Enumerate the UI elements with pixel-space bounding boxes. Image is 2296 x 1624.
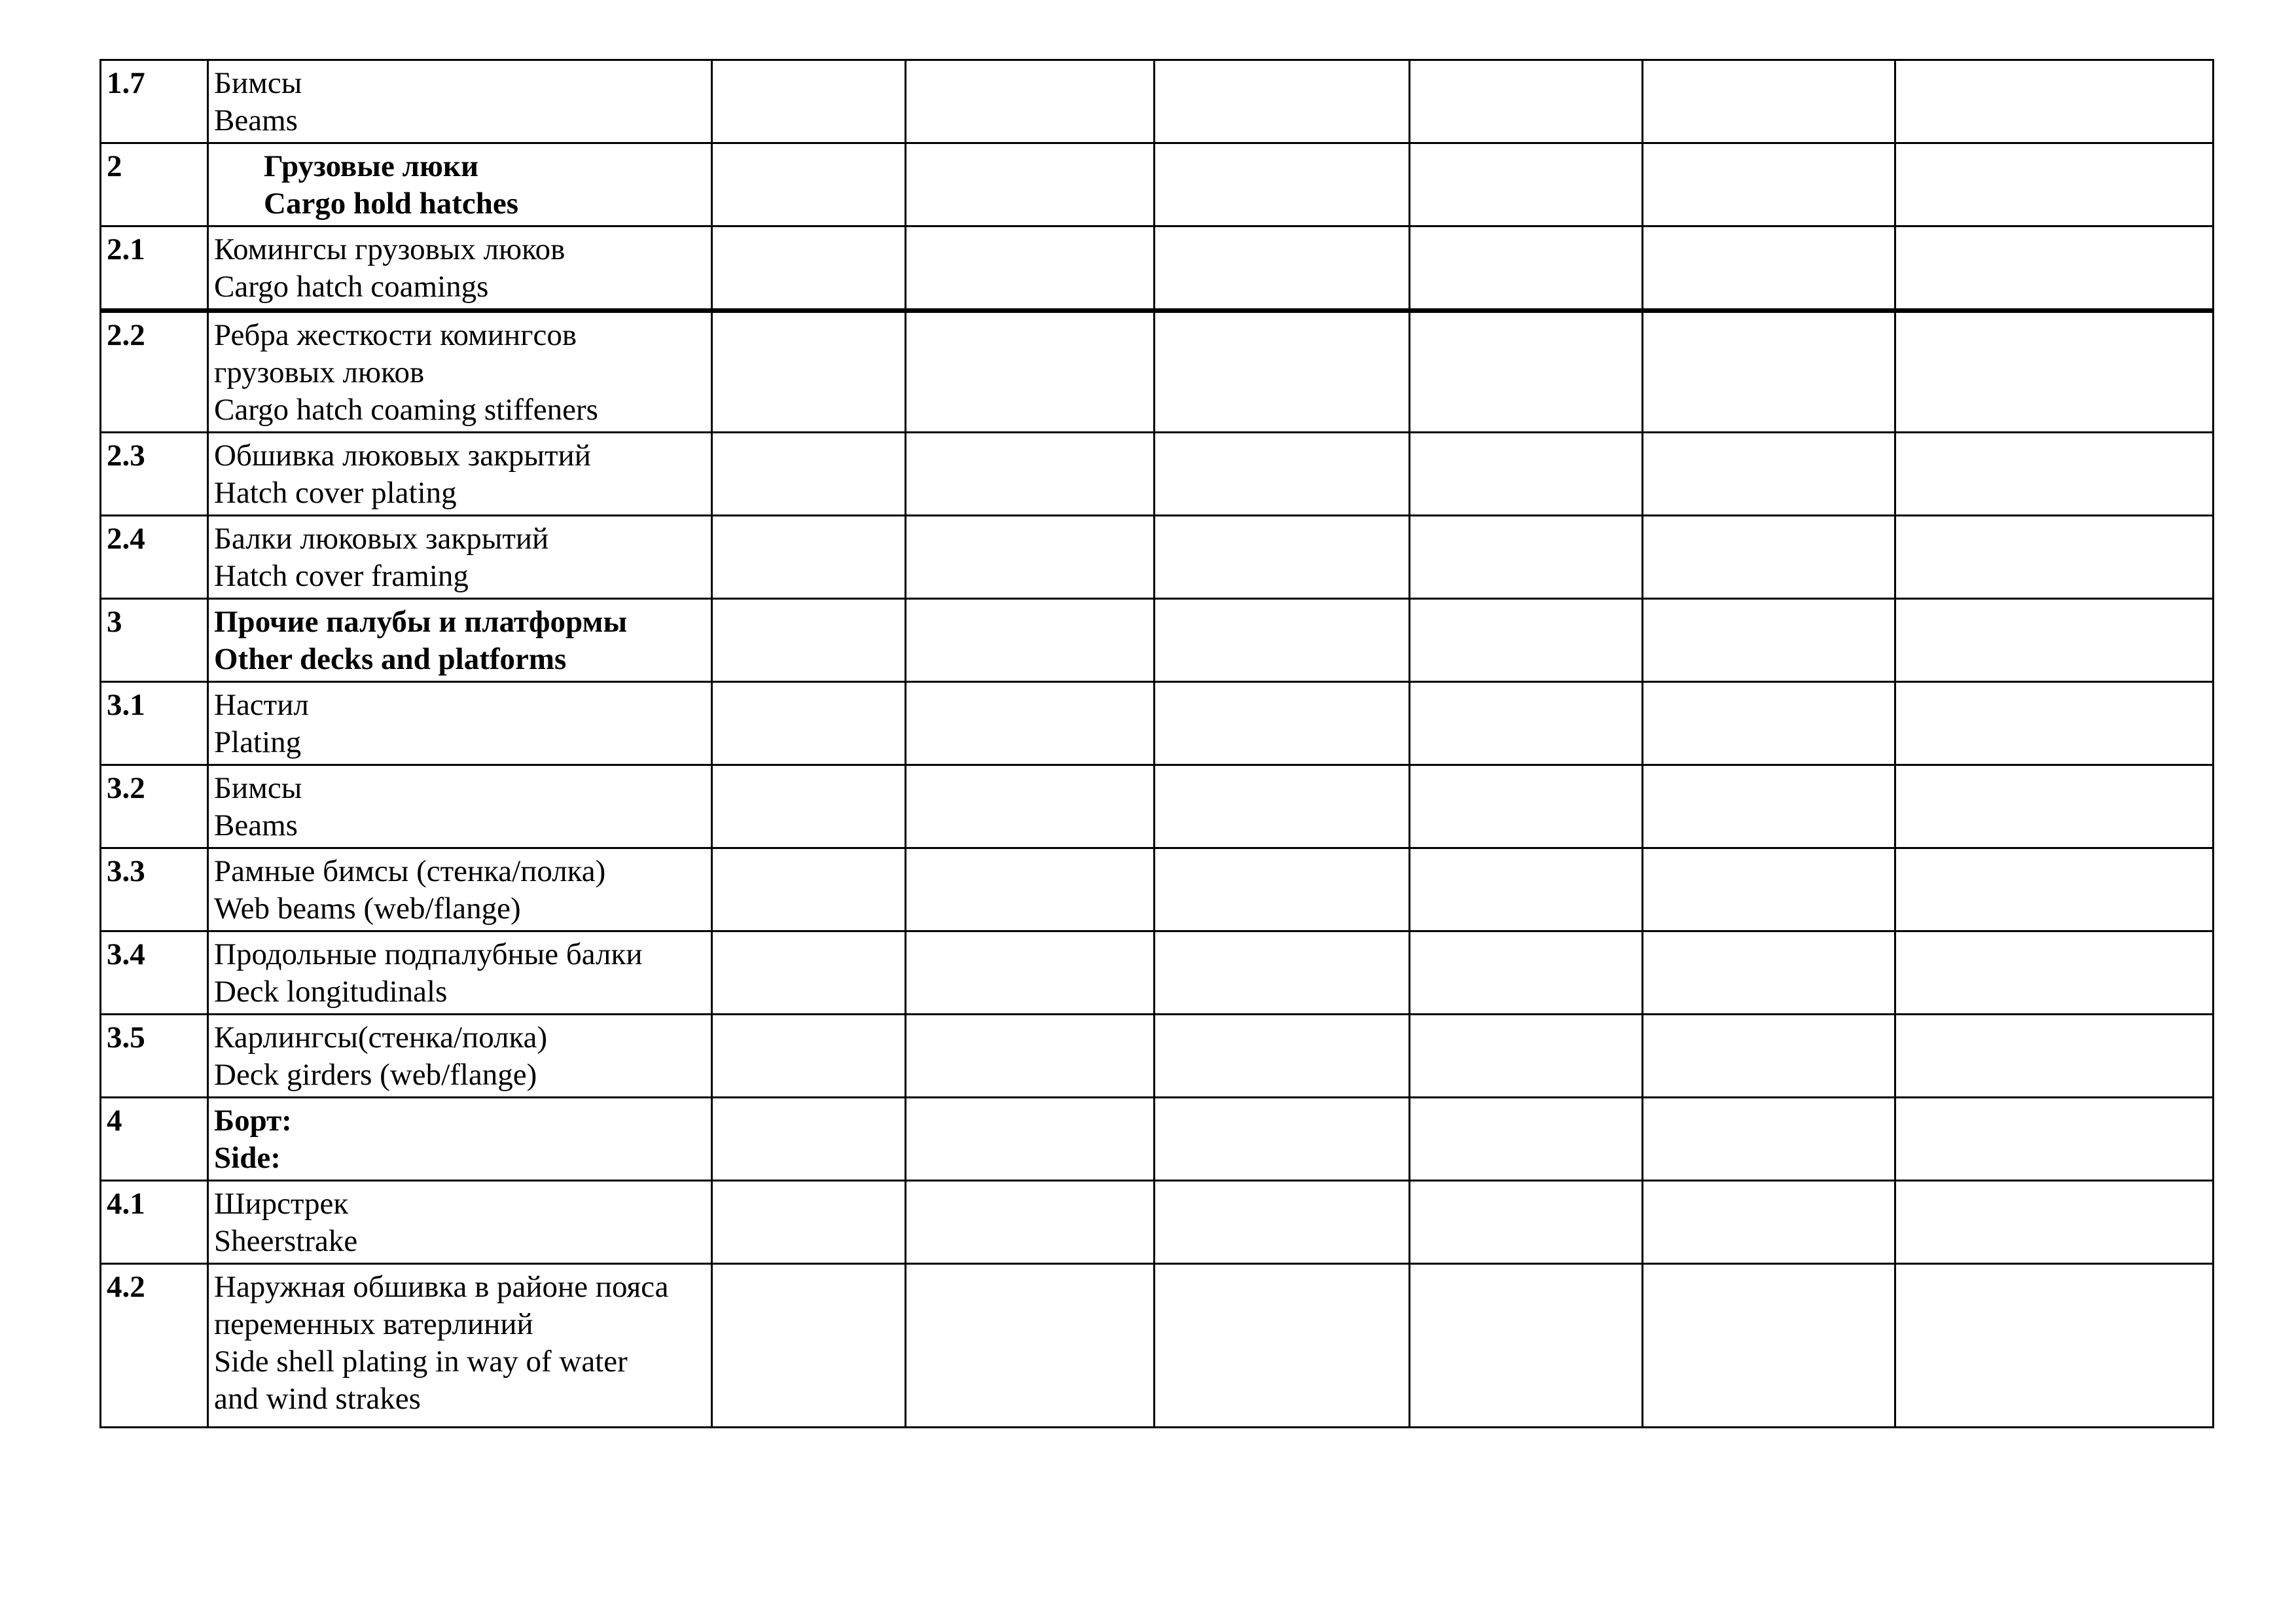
measurement-cell[interactable]	[1895, 765, 2214, 848]
thickness-survey-table	[99, 59, 2214, 1428]
table-row	[101, 931, 2214, 1015]
measurement-cell[interactable]	[1643, 311, 1895, 433]
item-number-cell: 3.3	[101, 848, 208, 931]
item-number-cell: 2	[101, 143, 208, 226]
description-line: Hatch cover framing	[214, 559, 469, 593]
measurement-cell[interactable]	[1410, 433, 1643, 516]
measurement-cell[interactable]	[1155, 143, 1410, 226]
table-row	[101, 516, 2214, 599]
measurement-cell[interactable]	[1155, 1264, 1410, 1428]
description-line: грузовых люков	[214, 355, 425, 389]
item-number-cell: 1.7	[101, 60, 208, 143]
item-description-cell	[208, 1264, 712, 1428]
measurement-cell[interactable]	[712, 848, 906, 931]
measurement-cell[interactable]	[1895, 226, 2214, 311]
measurement-cell[interactable]	[1155, 433, 1410, 516]
measurement-cell[interactable]	[1643, 1098, 1895, 1181]
measurement-cell[interactable]	[1643, 1181, 1895, 1264]
description-line: Ребра жесткости комингсов	[214, 318, 577, 352]
measurement-cell[interactable]	[1410, 311, 1643, 433]
measurement-cell[interactable]	[1643, 931, 1895, 1015]
item-description-cell	[208, 599, 712, 682]
measurement-cell[interactable]	[906, 931, 1155, 1015]
table-row	[101, 226, 2214, 311]
measurement-cell[interactable]	[712, 433, 906, 516]
measurement-cell[interactable]	[1410, 682, 1643, 765]
measurement-cell[interactable]	[906, 682, 1155, 765]
description-line: Бимсы	[214, 66, 302, 100]
measurement-cell[interactable]	[1155, 599, 1410, 682]
measurement-cell[interactable]	[1643, 599, 1895, 682]
item-description-cell	[208, 226, 712, 311]
description-line: Прочие палубы и платформы	[214, 605, 628, 639]
item-description-cell	[208, 60, 712, 143]
measurement-cell[interactable]	[906, 143, 1155, 226]
measurement-cell[interactable]	[712, 1015, 906, 1098]
measurement-cell[interactable]	[1155, 765, 1410, 848]
description-line: Side:	[214, 1141, 281, 1175]
measurement-cell[interactable]	[712, 599, 906, 682]
table-row	[101, 1015, 2214, 1098]
item-number-cell: 2.1	[101, 226, 208, 311]
measurement-cell[interactable]	[712, 226, 906, 311]
measurement-cell[interactable]	[1643, 1015, 1895, 1098]
measurement-cell[interactable]	[1410, 848, 1643, 931]
item-description-cell	[208, 931, 712, 1015]
description-line: Наружная обшивка в районе пояса	[214, 1270, 669, 1304]
measurement-cell[interactable]	[712, 765, 906, 848]
measurement-cell[interactable]	[712, 60, 906, 143]
measurement-cell[interactable]	[906, 599, 1155, 682]
table-row	[101, 599, 2214, 682]
measurement-cell[interactable]	[1155, 311, 1410, 433]
description-line: Hatch cover plating	[214, 476, 457, 510]
description-line: Ширстрек	[214, 1187, 349, 1221]
measurement-cell[interactable]	[906, 1098, 1155, 1181]
measurement-cell[interactable]	[1643, 1264, 1895, 1428]
description-line: Обшивка люковых закрытий	[214, 439, 591, 473]
measurement-cell[interactable]	[1410, 1264, 1643, 1428]
description-line: Настил	[214, 688, 309, 722]
measurement-cell[interactable]	[1410, 60, 1643, 143]
description-line: Beams	[214, 808, 298, 842]
measurement-cell[interactable]	[1410, 599, 1643, 682]
description-line: Балки люковых закрытий	[214, 522, 549, 556]
table-row	[101, 848, 2214, 931]
measurement-cell[interactable]	[1643, 682, 1895, 765]
description-line: Рамные бимсы (стенка/полка)	[214, 854, 606, 888]
measurement-cell[interactable]	[906, 765, 1155, 848]
measurement-cell[interactable]	[1895, 599, 2214, 682]
item-description-cell	[208, 682, 712, 765]
measurement-cell[interactable]	[1895, 1098, 2214, 1181]
description-line: Cargo hatch coamings	[214, 270, 489, 304]
measurement-cell[interactable]	[1895, 143, 2214, 226]
item-description-cell	[208, 765, 712, 848]
item-number-cell: 4.2	[101, 1264, 208, 1428]
measurement-cell[interactable]	[712, 311, 906, 433]
item-description-cell	[208, 143, 712, 226]
measurement-cell[interactable]	[906, 433, 1155, 516]
measurement-cell[interactable]	[1155, 1015, 1410, 1098]
measurement-cell[interactable]	[1643, 226, 1895, 311]
measurement-cell[interactable]	[712, 516, 906, 599]
measurement-cell[interactable]	[1155, 1181, 1410, 1264]
description-line: Plating	[214, 725, 302, 759]
measurement-cell[interactable]	[1895, 682, 2214, 765]
measurement-cell[interactable]	[712, 931, 906, 1015]
measurement-cell[interactable]	[906, 1181, 1155, 1264]
item-number-cell: 3	[101, 599, 208, 682]
item-description-cell	[208, 1098, 712, 1181]
description-line: Продольные подпалубные балки	[214, 937, 643, 971]
measurement-cell[interactable]	[1155, 931, 1410, 1015]
table-row	[101, 1264, 2214, 1428]
measurement-cell[interactable]	[1410, 143, 1643, 226]
item-number-cell: 3.2	[101, 765, 208, 848]
measurement-cell[interactable]	[1410, 765, 1643, 848]
table-row	[101, 1098, 2214, 1181]
measurement-cell[interactable]	[1895, 848, 2214, 931]
description-line: Sheerstrake	[214, 1224, 358, 1258]
item-description-cell	[208, 311, 712, 433]
measurement-cell[interactable]	[712, 143, 906, 226]
table-row	[101, 682, 2214, 765]
measurement-cell[interactable]	[1410, 931, 1643, 1015]
table-row	[101, 765, 2214, 848]
measurement-cell[interactable]	[906, 1015, 1155, 1098]
measurement-cell[interactable]	[1895, 311, 2214, 433]
measurement-cell[interactable]	[1643, 765, 1895, 848]
measurement-cell[interactable]	[1155, 60, 1410, 143]
item-number-cell: 4	[101, 1098, 208, 1181]
measurement-cell[interactable]	[1410, 516, 1643, 599]
measurement-cell[interactable]	[1410, 1098, 1643, 1181]
item-description-cell	[208, 1015, 712, 1098]
measurement-cell[interactable]	[1410, 226, 1643, 311]
table-row	[101, 311, 2214, 433]
table-row	[101, 1181, 2214, 1264]
measurement-cell[interactable]	[906, 516, 1155, 599]
measurement-cell[interactable]	[712, 682, 906, 765]
measurement-cell[interactable]	[1895, 1015, 2214, 1098]
measurement-cell[interactable]	[1643, 60, 1895, 143]
measurement-cell[interactable]	[1410, 1015, 1643, 1098]
measurement-cell[interactable]	[1643, 848, 1895, 931]
description-line: Beams	[214, 103, 298, 137]
measurement-cell[interactable]	[906, 311, 1155, 433]
measurement-cell[interactable]	[906, 848, 1155, 931]
measurement-cell[interactable]	[1155, 1098, 1410, 1181]
table-row	[101, 433, 2214, 516]
description-line: Web beams (web/flange)	[214, 892, 521, 926]
measurement-cell[interactable]	[712, 1098, 906, 1181]
description-line: Cargo hold hatches	[264, 187, 519, 221]
item-description-cell	[208, 848, 712, 931]
table-row	[101, 60, 2214, 143]
description-line: переменных ватерлиний	[214, 1307, 533, 1341]
description-line: Cargo hatch coaming stiffeners	[214, 393, 598, 427]
description-line: Карлингсы(стенка/полка)	[214, 1020, 548, 1055]
description-line: Грузовые люки	[264, 149, 479, 183]
measurement-cell[interactable]	[712, 1264, 906, 1428]
description-line: Other decks and platforms	[214, 642, 567, 676]
item-number-cell: 2.2	[101, 311, 208, 433]
item-description-cell	[208, 1181, 712, 1264]
measurement-cell[interactable]	[1155, 682, 1410, 765]
measurement-cell[interactable]	[906, 1264, 1155, 1428]
measurement-cell[interactable]	[1155, 848, 1410, 931]
item-description-cell	[208, 433, 712, 516]
description-line: Deck girders (web/flange)	[214, 1058, 537, 1092]
measurement-cell[interactable]	[1895, 516, 2214, 599]
description-line: Бимсы	[214, 771, 302, 805]
item-description-cell	[208, 516, 712, 599]
description-line: and wind strakes	[214, 1382, 421, 1416]
measurement-cell[interactable]	[1155, 516, 1410, 599]
item-number-cell: 3.5	[101, 1015, 208, 1098]
measurement-cell[interactable]	[906, 226, 1155, 311]
measurement-cell[interactable]	[1895, 931, 2214, 1015]
description-line: Борт:	[214, 1104, 292, 1138]
measurement-cell[interactable]	[1895, 60, 2214, 143]
item-number-cell: 2.4	[101, 516, 208, 599]
table-row	[101, 143, 2214, 226]
measurement-cell[interactable]	[1643, 433, 1895, 516]
description-line: Комингсы грузовых люков	[214, 232, 565, 266]
measurement-cell[interactable]	[1643, 516, 1895, 599]
item-number-cell: 2.3	[101, 433, 208, 516]
description-line: Deck longitudinals	[214, 975, 448, 1009]
measurement-cell[interactable]	[1410, 1181, 1643, 1264]
measurement-cell[interactable]	[712, 1181, 906, 1264]
measurement-cell[interactable]	[1155, 226, 1410, 311]
item-number-cell: 4.1	[101, 1181, 208, 1264]
measurement-cell[interactable]	[1643, 143, 1895, 226]
table-body	[101, 60, 2214, 1428]
item-number-cell: 3.4	[101, 931, 208, 1015]
measurement-cell[interactable]	[1895, 1264, 2214, 1428]
measurement-cell[interactable]	[1895, 1181, 2214, 1264]
measurement-cell[interactable]	[906, 60, 1155, 143]
description-line: Side shell plating in way of water	[214, 1344, 628, 1379]
item-number-cell: 3.1	[101, 682, 208, 765]
measurement-cell[interactable]	[1895, 433, 2214, 516]
